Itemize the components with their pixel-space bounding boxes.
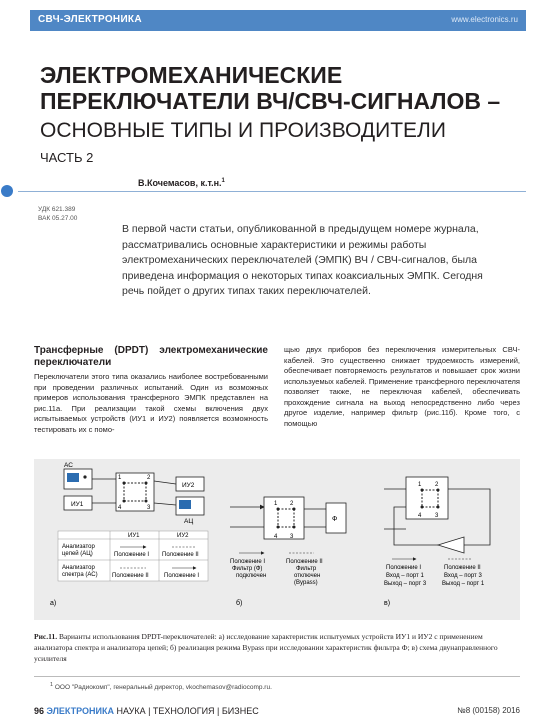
spectrum-analyzer-screen-icon xyxy=(67,473,79,482)
amplifier-icon xyxy=(438,537,464,553)
row2-c1: Положение II xyxy=(112,573,149,579)
footnote xyxy=(50,682,272,691)
author-footnote-mark: 1 xyxy=(221,178,225,184)
b-pos2-3: отключен xyxy=(294,573,321,579)
section-label: СВЧ-ЭЛЕКТРОНИКА xyxy=(38,14,142,25)
port-a-1: 1 xyxy=(118,475,122,481)
udk-code: УДК 621.389 xyxy=(38,206,76,213)
label-filter: Ф xyxy=(332,516,338,523)
title-line-1: ЭЛЕКТРОМЕХАНИЧЕСКИЕ xyxy=(40,62,343,88)
journal-tagline: НАУКА | ТЕХНОЛОГИЯ | БИЗНЕС xyxy=(116,706,259,716)
label-acp: АЦ xyxy=(184,518,194,525)
row1-c2: Положение II xyxy=(162,552,199,558)
footnote-text: ООО "Радиокомп", генеральный директор, vkochemasov@radiocomp.ru. xyxy=(54,684,272,692)
b-pos2-4: (Bypass) xyxy=(294,580,318,586)
panel-a xyxy=(50,462,208,607)
panel-c xyxy=(384,477,490,607)
port-b-1: 1 xyxy=(274,501,278,507)
text-column-2 xyxy=(284,345,520,429)
article-title xyxy=(40,62,500,114)
c-pos1-3: Выход – порт 3 xyxy=(384,581,427,587)
port-c-1: 1 xyxy=(418,482,422,488)
row1-c1: Положение I xyxy=(114,552,150,558)
journal-brand: ЭЛЕКТРОНИКА xyxy=(46,706,114,716)
label-iu2: ИУ2 xyxy=(182,482,195,489)
row1-label-2: цепей (АЦ) xyxy=(62,551,93,557)
title-line-2: ПЕРЕКЛЮЧАТЕЛИ ВЧ/СВЧ-СИГНАЛОВ – xyxy=(40,88,501,114)
port-b-3: 3 xyxy=(290,534,294,540)
b-pos2-2: Фильтр xyxy=(296,566,317,572)
port-b-2: 2 xyxy=(290,501,294,507)
port-c-4: 4 xyxy=(418,513,422,519)
c-pos2-3: Выход – порт 1 xyxy=(442,581,485,587)
panel-c-tag: в) xyxy=(384,600,391,607)
port-a-4: 4 xyxy=(118,505,122,511)
port-a-2: 2 xyxy=(147,475,151,481)
panel-b-tag: б) xyxy=(236,600,243,607)
footnote-mark: 1 xyxy=(50,682,54,688)
issue-number: №8 (00158) 2016 xyxy=(457,706,520,715)
running-header xyxy=(30,10,526,31)
column-2-text: щью двух приборов без переключения измерительных СВЧ-кабелей. Это существенно снижает трудоемкость измерений, обеспечивает повторяемость результатов и повышает срок жизни используемых кабелей. Применение трансферного переключателя позволяет также, не переключая кабелей, обеспечивать прохождение сигнала на выход непосредственно либо через другое изделие, например фильтр (рис.11б). Кроме того, с помощью xyxy=(284,345,520,428)
b-pos1-3: подключен xyxy=(236,573,267,579)
page-number: 96 xyxy=(34,706,45,716)
switch-b xyxy=(264,497,304,539)
figure-11 xyxy=(34,459,520,620)
classification xyxy=(38,205,77,223)
figure-diagrams xyxy=(34,459,520,620)
author-rule xyxy=(18,191,526,192)
caption-text: Варианты использования DPDT-переключателей: а) исследование характеристик испытуемых устройств ИУ1 и ИУ2 с применением анализатора спектра и анализатора цепей; б) реализация режима Bypass при исследовании характеристик фильтра Ф; в) схема двунаправленного усилителя xyxy=(34,632,498,663)
b-pos2-1: Положение II xyxy=(286,559,323,565)
text-column-1 xyxy=(34,345,268,435)
network-analyzer-screen-icon xyxy=(179,500,191,509)
title-line-3: ОСНОВНЫЕ ТИПЫ И ПРОИЗВОДИТЕЛИ xyxy=(40,119,446,142)
author-name: В.Кочемасов, к.т.н. xyxy=(138,178,222,188)
panel-a-tag: а) xyxy=(50,600,57,607)
panel-b xyxy=(230,497,346,607)
c-pos2-1: Положение II xyxy=(444,565,481,571)
c-pos2-2: Вход – порт 3 xyxy=(444,573,482,579)
port-c-3: 3 xyxy=(435,513,439,519)
c-pos1-2: Вход – порт 1 xyxy=(386,573,424,579)
row2-label-2: спектра (АС) xyxy=(62,572,98,578)
switch-c xyxy=(406,477,448,519)
table-header-iu2: ИУ2 xyxy=(177,533,189,539)
table-header-iu1: ИУ1 xyxy=(128,533,140,539)
port-a-3: 3 xyxy=(147,505,151,511)
column-1-text: Переключатели этого типа оказались наиболее востребованными при проведении различных испытаний. Один из возможных примеров использования трансферного ЭМПК представлен на рис.11а. При реализации такой схемы включения двух испытываемых устройств (ИУ1 и ИУ2) появляется возможность тестировать их с помо- xyxy=(34,372,268,434)
page-footer xyxy=(34,706,520,716)
c-pos1-1: Положение I xyxy=(386,565,422,571)
port-b-4: 4 xyxy=(274,534,278,540)
figure-caption xyxy=(34,631,520,664)
footnote-rule xyxy=(34,676,520,677)
port-c-2: 2 xyxy=(435,482,439,488)
section-heading: Трансферные (DPDT) электромеханические переключатели xyxy=(34,345,268,368)
b-pos1-2: Фильтр (Ф) xyxy=(232,566,263,572)
b-pos1-1: Положение I xyxy=(230,559,266,565)
part-label: ЧАСТЬ 2 xyxy=(40,150,94,165)
row2-label-1: Анализатор xyxy=(62,565,95,571)
row2-c2: Положение I xyxy=(164,573,200,579)
author-line xyxy=(138,178,225,188)
row1-label-1: Анализатор xyxy=(62,544,95,550)
label-ac: АС xyxy=(64,462,73,469)
site-url: www.electronics.ru xyxy=(451,15,518,24)
label-iu1: ИУ1 xyxy=(71,501,84,508)
lead-paragraph: В первой части статьи, опубликованной в предыдущем номере журнала, рассматривались основные характеристики и режимы работы электромеханических переключателей (ЭМПК) ВЧ / СВЧ-сигналов, была приведена информация о некоторых типах коаксиальных ЭМПК. Сегодня речь пойдет о других типах таких переключателей. xyxy=(122,223,483,298)
caption-label: Рис.11. xyxy=(34,632,58,641)
vak-code: ВАК 05.27.00 xyxy=(38,215,78,222)
bullet-dot-icon xyxy=(1,185,13,197)
